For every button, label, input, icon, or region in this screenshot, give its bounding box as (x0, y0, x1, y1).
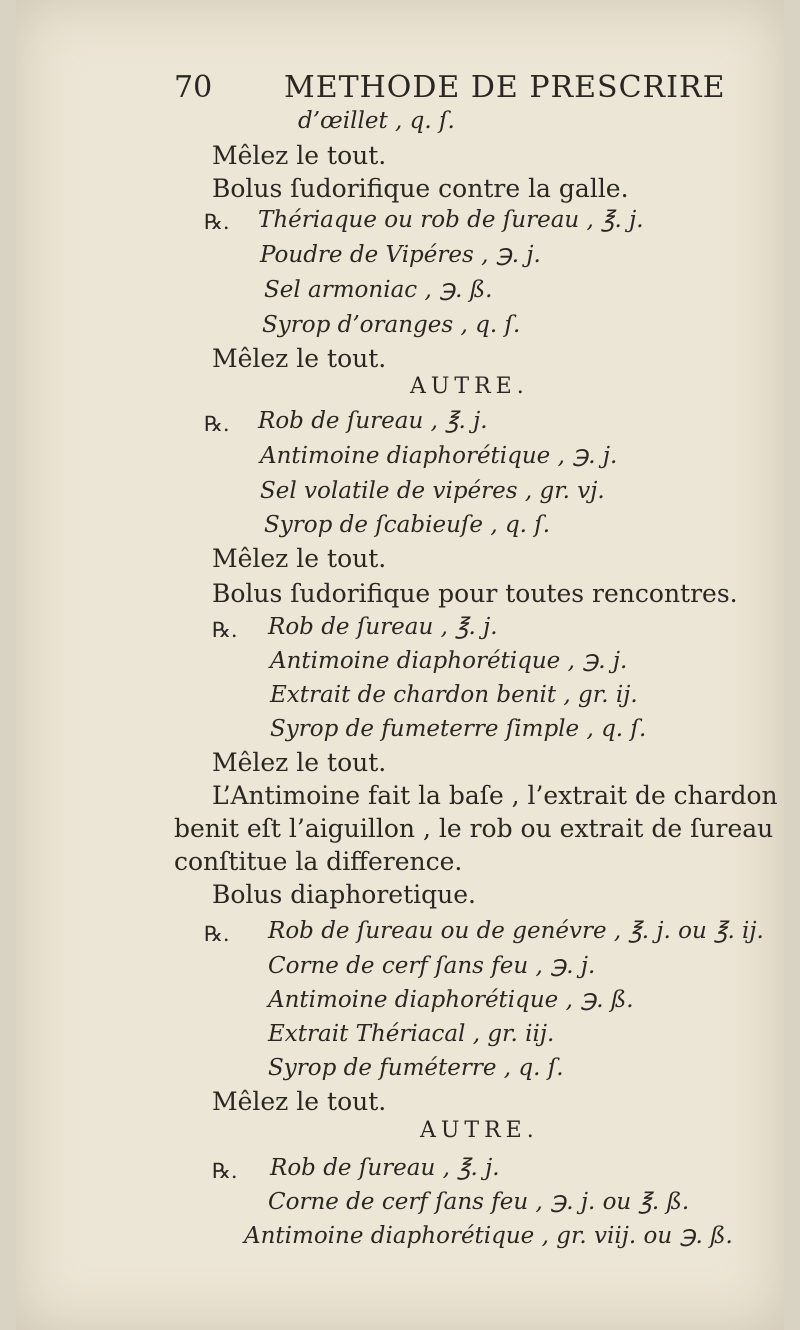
ingredient-line: Syrop de fumeterre ſimple , q. ſ. (270, 716, 647, 742)
ingredient-line: Poudre de Vipéres , ℈. j. (260, 242, 541, 268)
page-number: 70 (174, 70, 213, 105)
text-line-2: Mêlez le tout. (212, 141, 387, 170)
recipe-symbol: ℞. (204, 210, 230, 234)
paragraph-line: conſtitue la difference. (174, 847, 463, 876)
recipe-title: Bolus ſudorifique pour toutes rencontres. (212, 579, 738, 608)
text-line: Mêlez le tout. (212, 344, 387, 373)
recipe-symbol: ℞. (212, 1159, 238, 1183)
recipe-symbol: ℞. (204, 412, 230, 436)
ingredient-line: Sel volatile de vipéres , gr. vj. (260, 478, 605, 504)
ingredient-line: Syrop de ſcabieuſe , q. ſ. (264, 512, 551, 538)
book-page (16, 0, 784, 1330)
ingredient-line: Antimoine diaphorétique , ℈. j. (260, 443, 618, 469)
section-heading: AUTRE. (410, 374, 529, 399)
ingredient-line: Antimoine diaphorétique , ℈. ß. (268, 987, 634, 1013)
recipe-title: Bolus diaphoretique. (212, 880, 476, 909)
text-line: Mêlez le tout. (212, 1087, 387, 1116)
ingredient-line: Syrop d’oranges , q. ſ. (262, 312, 521, 338)
ingredient-line: Corne de cerf ſans feu , ℈. j. ou ℥. ß. (268, 1189, 690, 1215)
ingredient-line: Sel armoniac , ℈. ß. (264, 277, 493, 303)
text-line-1: d’œillet , q. ſ. (298, 108, 455, 134)
ingredient-line: Extrait Thériacal , gr. iij. (268, 1021, 555, 1047)
ingredient-line: Antimoine diaphorétique , ℈. j. (270, 648, 628, 674)
section-heading: AUTRE. (420, 1118, 539, 1143)
ingredient-line: Rob de ſureau ou de genévre , ℥. j. ou ℥. ij. (268, 918, 764, 944)
paragraph-line: benit eſt l’aiguillon , le rob ou extrait de ſureau (174, 814, 774, 843)
text-line: Mêlez le tout. (212, 544, 387, 573)
ingredient-line: Corne de cerf ſans feu , ℈. j. (268, 953, 596, 979)
paragraph-line: L’Antimoine fait la baſe , l’extrait de chardon (212, 781, 778, 810)
ingredient-line: Rob de ſureau , ℥. j. (270, 1155, 500, 1181)
recipe-symbol: ℞. (212, 618, 238, 642)
ingredient-line: Rob de ſureau , ℥. j. (268, 614, 498, 640)
ingredient-line: Rob de ſureau , ℥. j. (258, 408, 488, 434)
text-line: Mêlez le tout. (212, 748, 387, 777)
ingredient-line: Extrait de chardon benit , gr. ij. (270, 682, 638, 708)
ingredient-line: Antimoine diaphorétique , gr. viij. ou ℈. ß. (244, 1223, 733, 1249)
ingredient-line: Thériaque ou rob de ſureau , ℥. j. (258, 207, 644, 233)
recipe-symbol: ℞. (204, 922, 230, 946)
recipe-title: Bolus ſudorifique contre la galle. (212, 174, 629, 203)
ingredient-line: Syrop de fuméterre , q. ſ. (268, 1055, 564, 1081)
running-title: METHODE DE PRESCRIRE (284, 70, 726, 105)
